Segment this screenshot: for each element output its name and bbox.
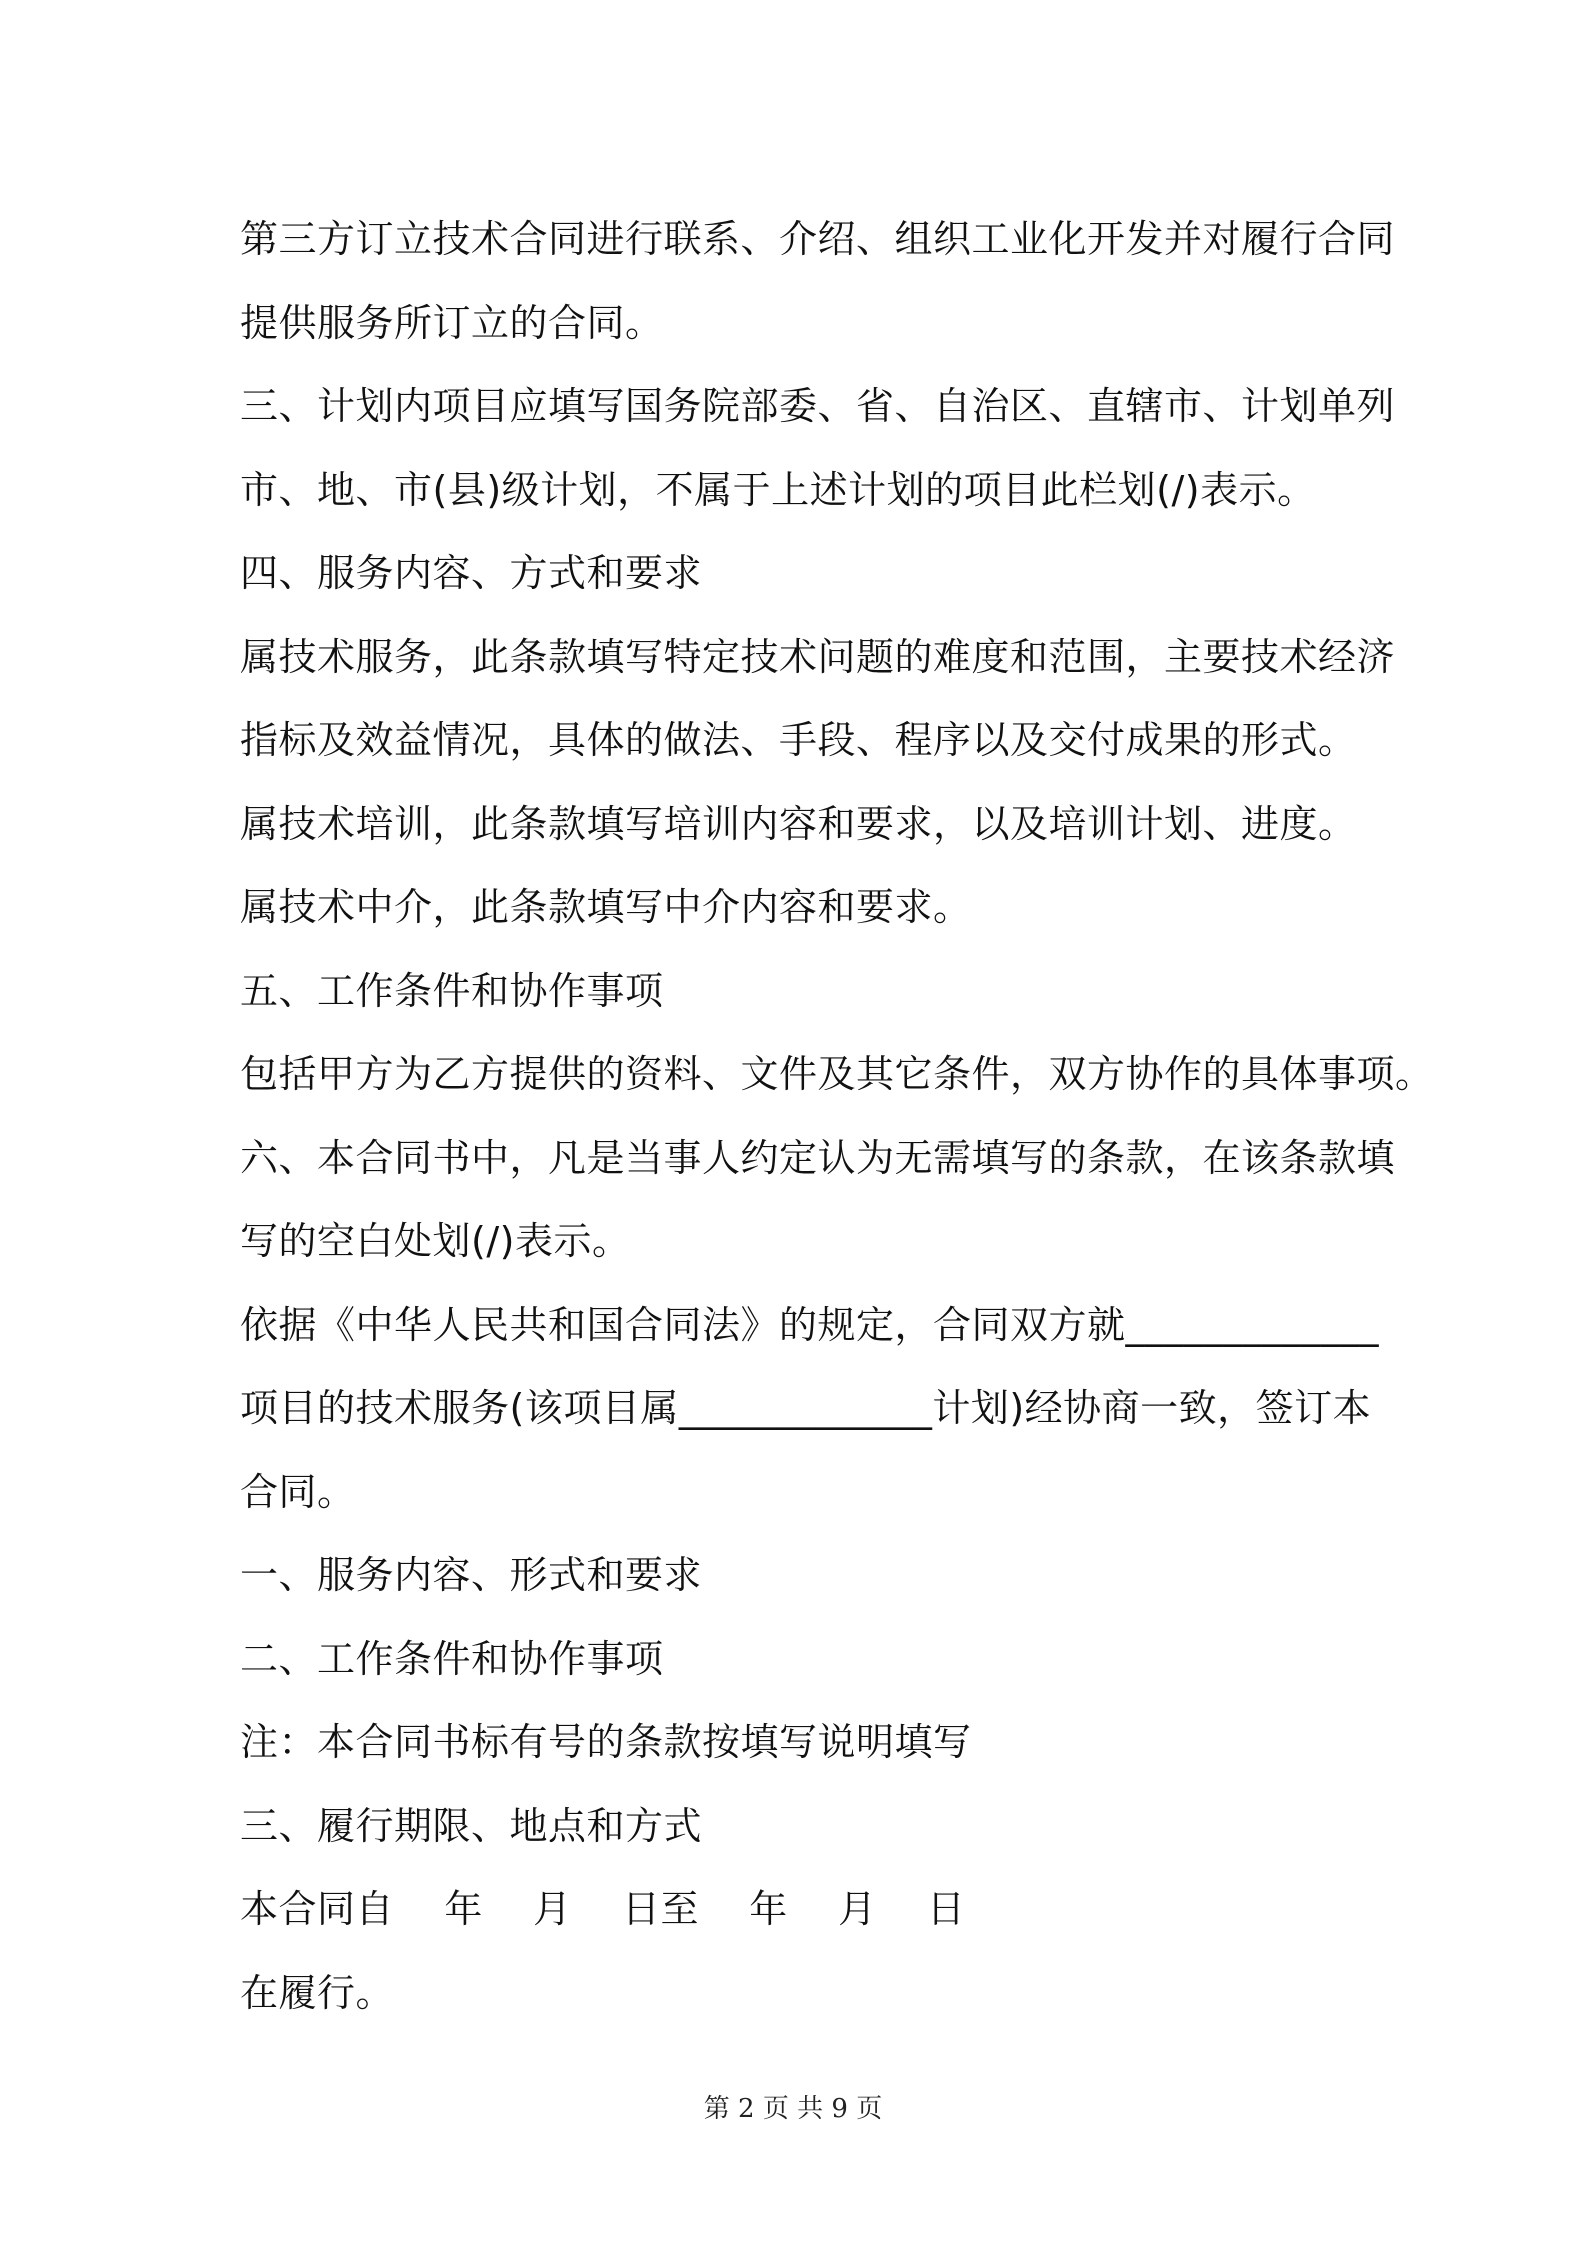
section-heading: 四、服务内容、方式和要求 bbox=[240, 551, 703, 595]
section-heading: 一、服务内容、形式和要求 bbox=[240, 1553, 703, 1597]
text-line: 依据《中华人民共和国合同法》的规定，合同双方就_____________ bbox=[240, 1302, 1380, 1347]
text-line: 在履行。 bbox=[240, 1970, 395, 2015]
text-line: 属技术服务，此条款填写特定技术问题的难度和范围，主要技术经济 bbox=[240, 634, 1396, 679]
section-heading: 五、工作条件和协作事项 bbox=[240, 968, 664, 1013]
date-line: 本合同自 年 月 日至 年 月 日 bbox=[240, 1887, 966, 1931]
text-line: 属技术培训，此条款填写培训内容和要求，以及培训计划、进度。 bbox=[240, 801, 1357, 846]
section-heading: 三、履行期限、地点和方式 bbox=[240, 1803, 703, 1848]
text-line: 属技术中介，此条款填写中介内容和要求。 bbox=[240, 885, 972, 929]
text-line: 合同。 bbox=[240, 1469, 356, 1514]
text-line: 第三方订立技术合同进行联系、介绍、组织工业化开发并对履行合同 bbox=[240, 217, 1396, 261]
page-number: 第 2 页 共 9 页 bbox=[703, 2094, 883, 2124]
section-heading: 二、工作条件和协作事项 bbox=[240, 1636, 664, 1681]
note-line: 注：本合同书标有号的条款按填写说明填写 bbox=[240, 1720, 972, 1764]
text-line: 指标及效益情况，具体的做法、手段、程序以及交付成果的形式。 bbox=[240, 718, 1357, 762]
text-line: 市、地、市(县)级计划，不属于上述计划的项目此栏划(/)表示。 bbox=[240, 467, 1316, 512]
text-line: 写的空白处划(/)表示。 bbox=[240, 1219, 631, 1263]
section-heading: 三、计划内项目应填写国务院部委、省、自治区、直辖市、计划单列 bbox=[240, 384, 1396, 428]
text-line: 项目的技术服务(该项目属_____________计划)经协商一致，签订本 bbox=[240, 1386, 1372, 1430]
section-heading: 六、本合同书中，凡是当事人约定认为无需填写的条款，在该条款填 bbox=[240, 1135, 1396, 1180]
text-line: 包括甲方为乙方提供的资料、文件及其它条件，双方协作的具体事项。 bbox=[240, 1052, 1434, 1096]
text-line: 提供服务所订立的合同。 bbox=[240, 300, 664, 345]
document-body bbox=[240, 198, 1434, 2035]
